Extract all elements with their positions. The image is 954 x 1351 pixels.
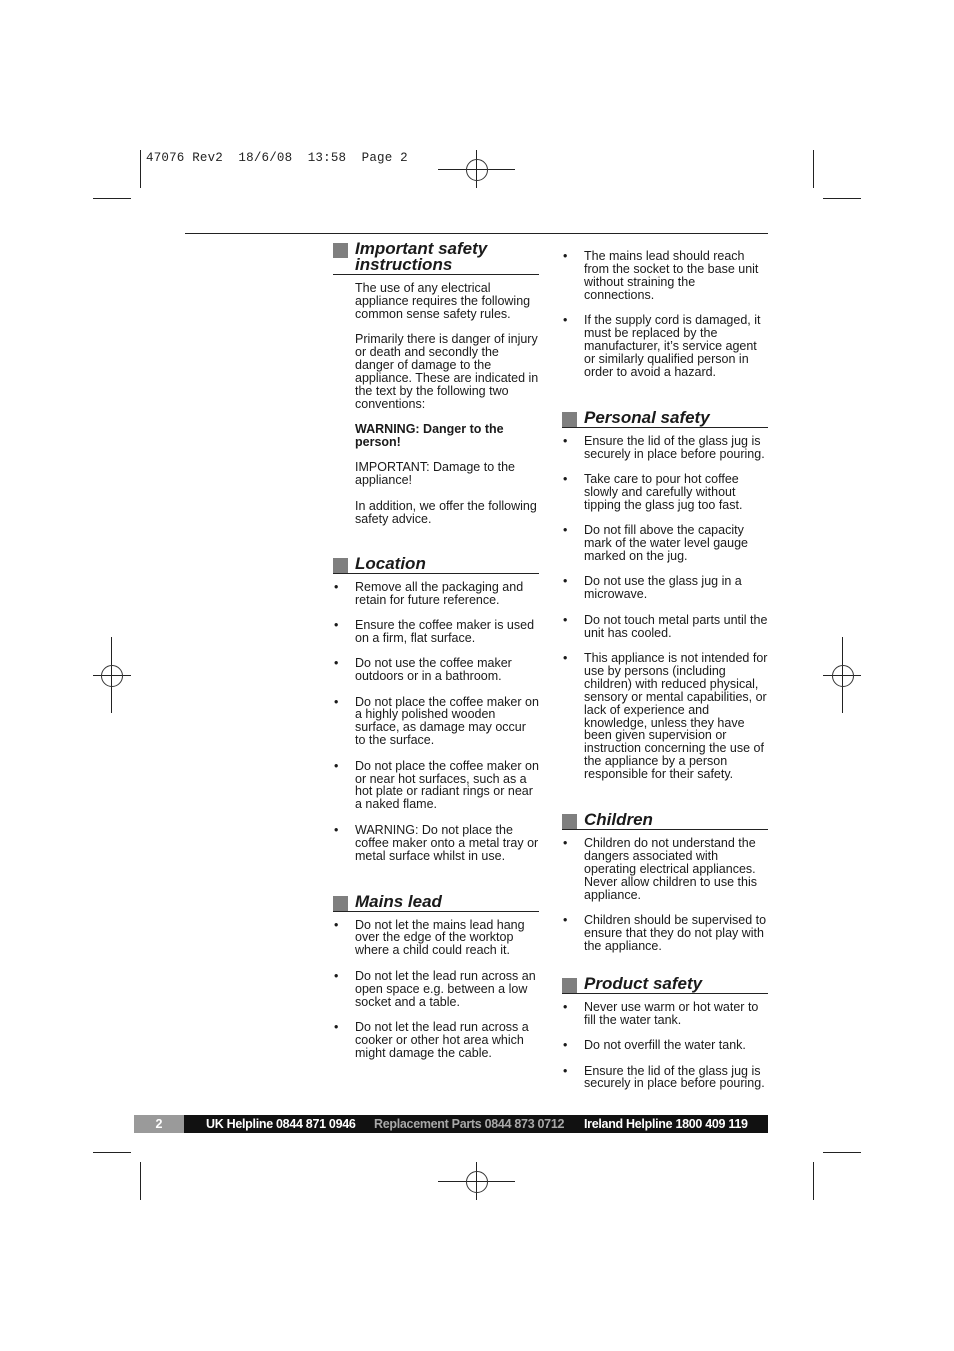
section-title: Product safety bbox=[584, 973, 703, 993]
section-heading bbox=[562, 409, 768, 428]
section-mains-lead-continued bbox=[562, 250, 768, 379]
header-rule bbox=[185, 233, 768, 234]
right-column bbox=[562, 250, 768, 1112]
uk-helpline: UK Helpline 0844 871 0946 bbox=[206, 1117, 356, 1131]
intro-paragraph: The use of any electrical appliance requires the following common sense safety rules. bbox=[355, 281, 531, 321]
section-title: Important safety instructions bbox=[355, 239, 488, 274]
section-heading bbox=[333, 240, 539, 275]
heading-square-icon bbox=[333, 243, 348, 258]
list-item: • Do not let the mains lead hang over the edge of the worktop where a child could reach it. bbox=[333, 919, 539, 958]
section-important-safety bbox=[333, 240, 539, 526]
crop-mark bbox=[93, 1152, 131, 1153]
replacement-parts-line: Replacement Parts 0844 873 0712 bbox=[374, 1117, 565, 1131]
heading-square-icon bbox=[562, 978, 577, 993]
bullet-list bbox=[562, 837, 768, 953]
list-item: • Do not place the coffee maker on or near hot surfaces, such as a hot plate or radiant rings or near a naked flame. bbox=[333, 760, 539, 812]
section-heading bbox=[562, 811, 768, 830]
crop-mark bbox=[140, 150, 141, 188]
section-heading bbox=[333, 555, 539, 574]
list-item: • Do not use the glass jug in a microwave. bbox=[562, 575, 768, 601]
section-title: Mains lead bbox=[355, 891, 442, 911]
section-mains-lead bbox=[333, 893, 539, 1060]
list-item: • The mains lead should reach from the socket to the base unit without straining the connections. bbox=[562, 250, 768, 302]
list-item: • Do not overfill the water tank. bbox=[562, 1039, 768, 1052]
bullet-list bbox=[562, 1001, 768, 1091]
list-item: • Do not place the coffee maker on a highly polished wooden surface, as damage may occur to the surface. bbox=[333, 696, 539, 748]
list-item: • If the supply cord is damaged, it must be replaced by the manufacturer, it’s service agent or similarly qualified person in order to avoid a hazard. bbox=[562, 314, 768, 379]
helpline-footer bbox=[134, 1115, 768, 1133]
section-location bbox=[333, 555, 539, 863]
section-personal-safety bbox=[562, 409, 768, 781]
heading-square-icon bbox=[333, 896, 348, 911]
list-item: • Ensure the lid of the glass jug is securely in place before pouring. bbox=[562, 435, 768, 461]
list-item: • Remove all the packaging and retain for future reference. bbox=[333, 581, 539, 607]
heading-square-icon bbox=[333, 558, 348, 573]
list-item: • Children should be supervised to ensure that they do not play with the appliance. bbox=[562, 914, 768, 953]
section-product-safety bbox=[562, 975, 768, 1091]
bullet-list bbox=[562, 435, 768, 781]
crop-mark bbox=[140, 1162, 141, 1200]
section-heading bbox=[333, 893, 539, 912]
list-item: • Do not let the lead run across an open space e.g. between a low socket and a table. bbox=[333, 970, 539, 1009]
list-item: • This appliance is not intended for use by persons (including children) with reduced physical, sensory or mental capabilities, or lack of experience and knowledge, unless they have been given supervision or instruction concerning the use of the appliance by a person responsible for their safety. bbox=[562, 652, 768, 781]
list-item: • Children do not understand the dangers associated with operating electrical appliances. Never allow children to use this appliance. bbox=[562, 837, 768, 902]
list-item: • WARNING: Do not place the coffee maker onto a metal tray or metal surface whilst in use. bbox=[333, 824, 539, 863]
list-item: • Do not use the coffee maker outdoors or in a bathroom. bbox=[333, 657, 539, 683]
intro-paragraph: Primarily there is danger of injury or death and secondly the danger of damage to the appliance. These are indicated in the text by the following two conventions: bbox=[355, 332, 539, 411]
list-item: • Take care to pour hot coffee slowly and carefully without tipping the glass jug too fast. bbox=[562, 473, 768, 512]
print-slug: 47076 Rev2 18/6/08 13:58 Page 2 bbox=[146, 151, 408, 165]
bullet-list bbox=[333, 581, 539, 863]
section-title: Location bbox=[355, 553, 426, 573]
important-convention: IMPORTANT: Damage to the appliance! bbox=[355, 460, 516, 488]
crop-mark bbox=[823, 198, 861, 199]
heading-square-icon bbox=[562, 814, 577, 829]
warning-convention: WARNING: Danger to the person! bbox=[355, 422, 504, 450]
crop-mark bbox=[813, 150, 814, 188]
list-item: • Ensure the coffee maker is used on a firm, flat surface. bbox=[333, 619, 539, 645]
list-item: • Do not let the lead run across a cooker or other hot area which might damage the cable. bbox=[333, 1021, 539, 1060]
crop-mark bbox=[823, 1152, 861, 1153]
crop-mark bbox=[813, 1162, 814, 1200]
intro-paragraph: In addition, we offer the following safety advice. bbox=[355, 498, 537, 526]
ireland-helpline: Ireland Helpline 1800 409 119 bbox=[584, 1117, 748, 1131]
list-item: • Ensure the lid of the glass jug is securely in place before pouring. bbox=[562, 1065, 768, 1091]
list-item: • Do not touch metal parts until the unit has cooled. bbox=[562, 614, 768, 640]
section-heading bbox=[562, 975, 768, 994]
heading-square-icon bbox=[562, 412, 577, 427]
list-item: • Do not fill above the capacity mark of the water level gauge marked on the jug. bbox=[562, 524, 768, 563]
list-item: • Never use warm or hot water to fill the water tank. bbox=[562, 1001, 768, 1027]
left-column bbox=[333, 240, 539, 1082]
crop-mark bbox=[93, 198, 131, 199]
section-title: Personal safety bbox=[584, 407, 710, 427]
section-title: Children bbox=[584, 810, 653, 830]
page-number: 2 bbox=[134, 1115, 184, 1133]
section-children bbox=[562, 811, 768, 953]
bullet-list bbox=[333, 919, 539, 1060]
bullet-list bbox=[562, 250, 768, 379]
